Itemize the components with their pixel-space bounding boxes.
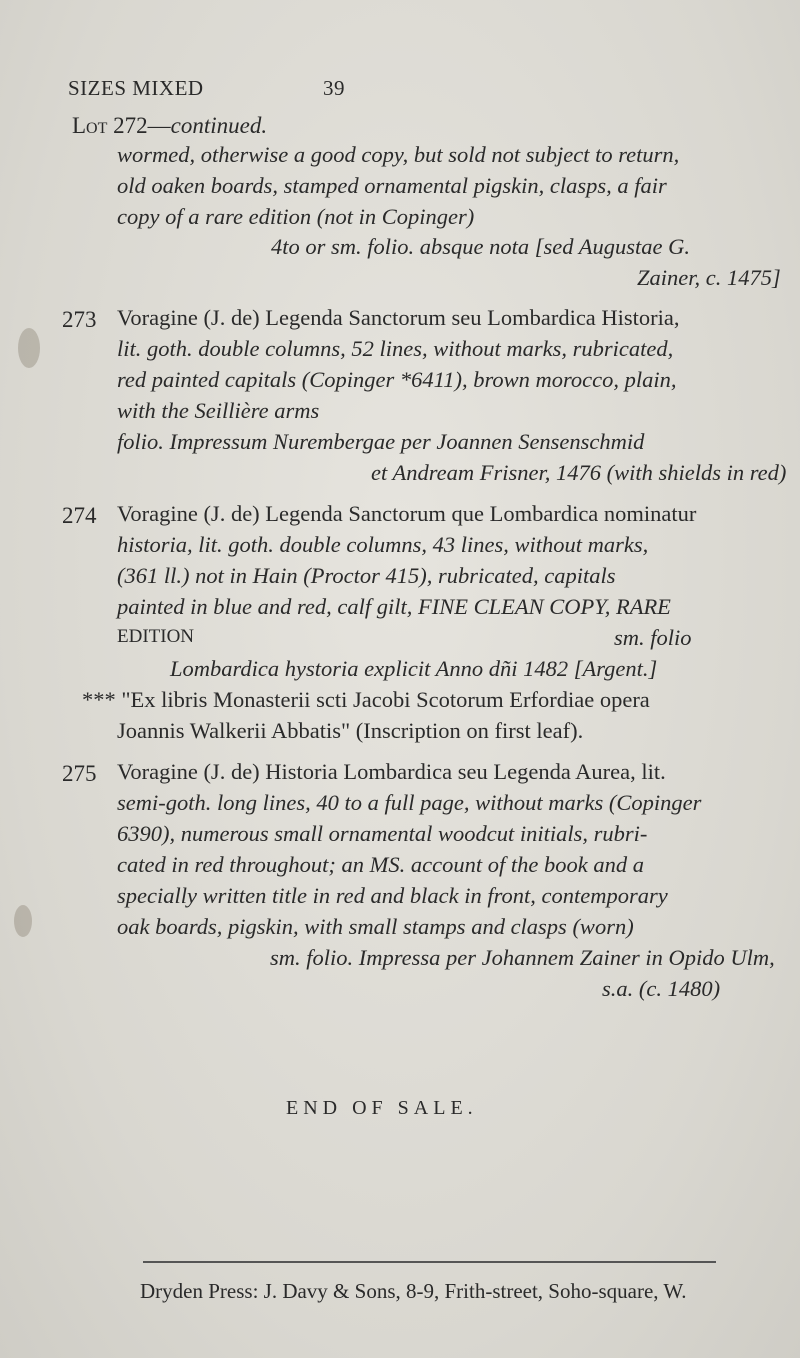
footer-rule	[143, 1261, 716, 1263]
page-number: 39	[323, 76, 345, 100]
lot-274-note: *** "Ex libris Monasterii scti Jacobi Scotorum Erfordiae opera	[82, 687, 650, 712]
lot-274-line: historia, lit. goth. double columns, 43 lines, without marks,	[117, 532, 649, 557]
lot-275-line: s.a. (c. 1480)	[602, 976, 721, 1001]
lot-275-line: semi-goth. long lines, 40 to a full page, without marks (Copinger	[117, 790, 702, 815]
lot-272-line: copy of a rare edition (not in Copinger)	[117, 204, 475, 229]
lot-275-line: oak boards, pigskin, with small stamps and clasps (worn)	[117, 914, 634, 939]
lot-275-line: 6390), numerous small ornamental woodcut initials, rubri-	[117, 821, 648, 846]
lot-275-number: 275	[62, 761, 97, 786]
lot-272-heading	[72, 113, 267, 139]
lot-272-line: wormed, otherwise a good copy, but sold not subject to return,	[117, 142, 680, 167]
lot-272-line: Zainer, c. 1475]	[637, 265, 781, 290]
lot-275-title: Voragine (J. de) Historia Lombardica seu Legenda Aurea, lit.	[117, 759, 666, 784]
lot-274-number: 274	[62, 503, 97, 528]
lot-273-line: red painted capitals (Copinger *6411), brown morocco, plain,	[117, 367, 677, 392]
lot-274-title: Voragine (J. de) Legenda Sanctorum que Lombardica nominatur	[117, 501, 697, 526]
lot-273-line: lit. goth. double columns, 52 lines, without marks, rubricated,	[117, 336, 674, 361]
lot-275-line: specially written title in red and black in front, contemporary	[117, 883, 668, 908]
lot-273-line: et Andream Frisner, 1476 (with shields in red)	[371, 460, 787, 485]
running-header-left: SIZES MIXED	[68, 76, 204, 100]
lot-275-line: sm. folio. Impressa per Johannem Zainer in Opido Ulm,	[270, 945, 775, 970]
lot-273-line: with the Seillière arms	[117, 398, 320, 423]
lot-273-title: Voragine (J. de) Legenda Sanctorum seu Lombardica Historia,	[117, 305, 680, 330]
end-of-sale: END OF SALE.	[286, 1097, 478, 1119]
paper-stain	[14, 905, 32, 937]
lot-274-note-cont: Joannis Walkerii Abbatis" (Inscription on first leaf).	[117, 718, 584, 743]
lot-272-continued: continued.	[170, 113, 268, 138]
lot-275-line: cated in red throughout; an MS. account of the book and a	[117, 852, 644, 877]
lot-274-line: EDITION	[117, 626, 195, 647]
lot-274-format: sm. folio	[614, 625, 692, 650]
lot-273-line: folio. Impressum Nurembergae per Joannen Sensenschmid	[117, 429, 645, 454]
lot-272-line: 4to or sm. folio. absque nota [sed Augustae G.	[271, 234, 690, 259]
lot-272-line: old oaken boards, stamped ornamental pigskin, clasps, a fair	[117, 173, 667, 198]
lot-274-colophon: Lombardica hystoria explicit Anno dñi 1482 [Argent.]	[170, 656, 658, 681]
lot-274-line: (361 ll.) not in Hain (Proctor 415), rubricated, capitals	[117, 563, 616, 588]
lot-273-number: 273	[62, 307, 97, 332]
lot-272-prefix: Lot 272—	[72, 113, 171, 138]
lot-274-line: painted in blue and red, calf gilt, FINE CLEAN COPY, RARE	[117, 594, 671, 619]
paper-stain	[18, 328, 40, 368]
printer-imprint: Dryden Press: J. Davy & Sons, 8-9, Frith-street, Soho-square, W.	[140, 1279, 687, 1303]
